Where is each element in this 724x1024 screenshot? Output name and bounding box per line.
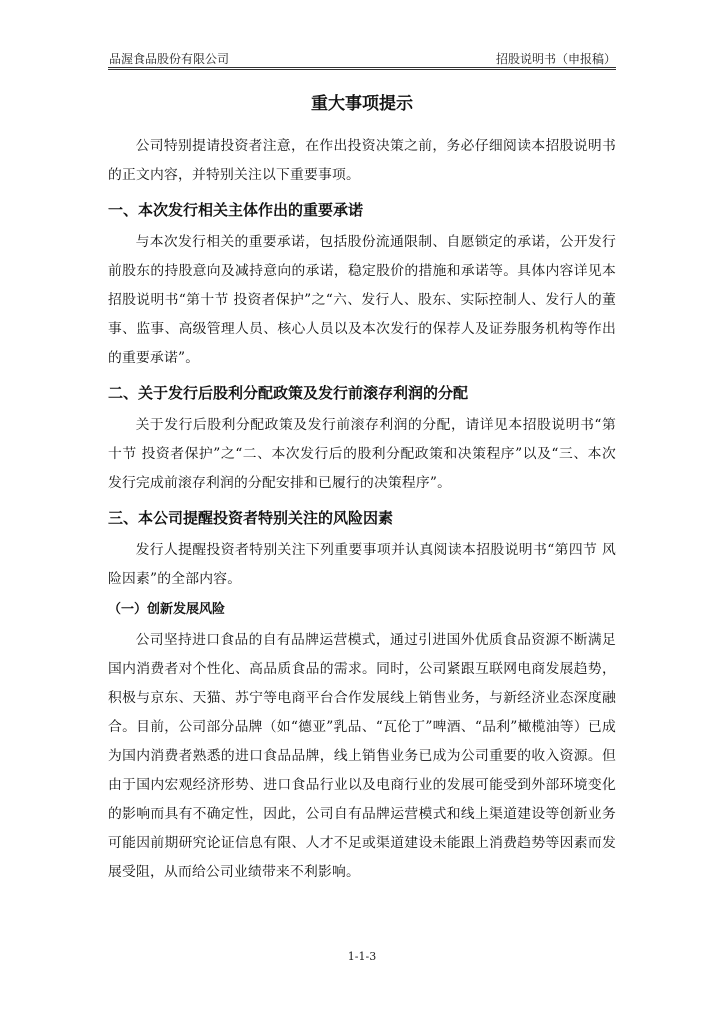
section-heading-risk-factors: 三、本公司提醒投资者特别关注的风险因素 (108, 509, 394, 527)
section-heading-dividend-policy: 二、关于发行后股利分配政策及发行前滚存利润的分配 (108, 384, 469, 402)
subsection-heading-innovation-risk: （一）创新发展风险 (108, 602, 226, 617)
header-divider (108, 67, 616, 70)
header-document-type: 招股说明书（申报稿） (495, 52, 616, 66)
section-paragraph-dividend-policy: 关于发行后股利分配政策及发行前滚存利润的分配，请详见本招股说明书“第十节 投资者保护”之“二、本次发行后的股利分配政策和决策程序”以及“三、本次发行完成前滚存利润的分配安排和已履行的决策程序”。 (108, 417, 616, 491)
intro-paragraph: 公司特别提请投资者注意，在作出投资决策之前，务必仔细阅读本招股说明书的正文内容，并特别关注以下重要事项。 (108, 138, 616, 183)
page-number: 1-1-3 (347, 950, 377, 963)
section-paragraph-risk-factors: 发行人提醒投资者特别关注下列重要事项并认真阅读本招股说明书“第四节 风险因素”的全部内容。 (108, 542, 616, 587)
section-paragraph-commitments: 与本次发行相关的重要承诺，包括股份流通限制、自愿锁定的承诺，公开发行前股东的持股意向及减持意向的承诺，稳定股价的措施和承诺等。具体内容详见本招股说明书“第十节 投资者保护”之“六、发行人、股东、实际控制人、发行人的董事、监事、高级管理人员、核心人员以及本次发行的保荐人及证券服务机构等作出的重要承诺”。 (108, 234, 616, 366)
page-title: 重大事项提示 (311, 94, 413, 114)
section-heading-commitments: 一、本次发行相关主体作出的重要承诺 (108, 201, 364, 219)
header-company-name: 品渥食品股份有限公司 (109, 52, 230, 66)
subsection-paragraph-innovation-risk: 公司坚持进口食品的自有品牌运营模式，通过引进国外优质食品资源不断满足国内消费者对个性化、高品质食品的需求。同时，公司紧跟互联网电商发展趋势，积极与京东、天猫、苏宁等电商平台合作发展线上销售业务，与新经济业态深度融合。目前，公司部分品牌（如“德亚”乳品、“瓦伦丁”啤酒、“品利”橄榄油等）已成为国内消费者熟悉的进口食品品牌，线上销售业务已成为公司重要的收入资源。但由于国内宏观经济形势、进口食品行业以及电商行业的发展可能受到外部环境变化的影响而具有不确定性，因此，公司自有品牌运营模式和线上渠道建设等创新业务可能因前期研究论证信息有限、人才不足或渠道建设未能跟上消费趋势等因素而发展受阻，从而给公司业绩带来不利影响。 (108, 632, 616, 880)
page-body (108, 92, 616, 887)
